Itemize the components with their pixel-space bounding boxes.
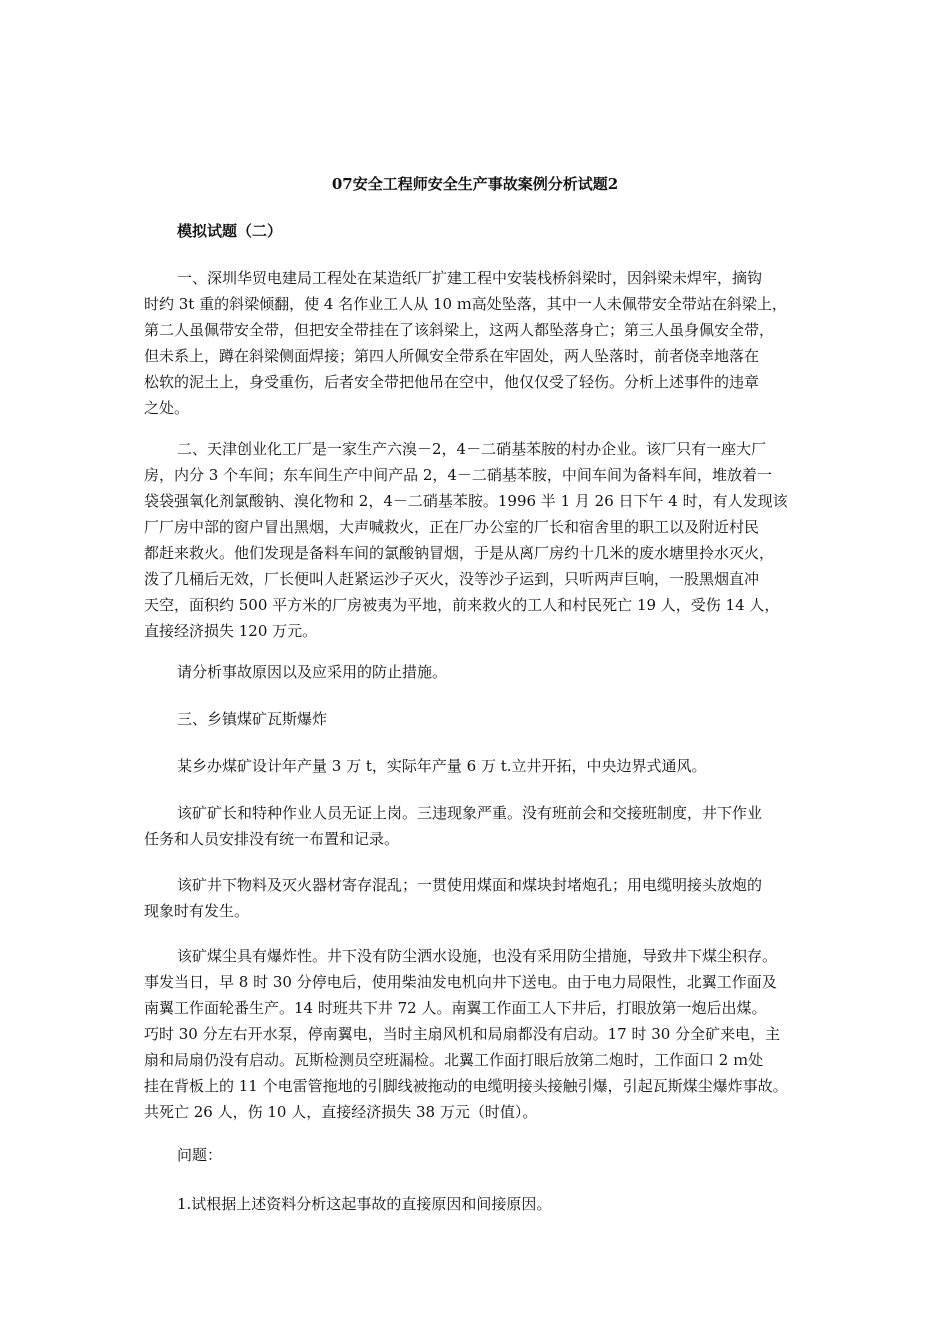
text-line: 都赶来救火。他们发现是备料车间的氯酸钠冒烟，于是从离厂房约十几米的废水塘里拎水灭火， — [144, 544, 775, 562]
case3-paragraph-1 — [144, 753, 824, 779]
text-line: 请分析事故原因以及应采用的防止措施。 — [177, 663, 448, 681]
questions-label — [144, 1142, 824, 1168]
document-subtitle: 模拟试题（二） — [177, 222, 283, 240]
text-line: 之处。 — [144, 399, 190, 417]
text-line: 共死亡 26 人，伤 10 人，直接经济损失 38 万元（时值）。 — [144, 1103, 538, 1121]
case2-paragraph — [144, 436, 824, 644]
text-line: 第二人虽佩带安全带，但把安全带挂在了该斜梁上，这两人都坠落身亡；第三人虽身佩安全带， — [144, 321, 775, 339]
text-line: 某乡办煤矿设计年产量 3 万 t，实际年产量 6 万 t.立井开拓，中央边界式通风。 — [177, 757, 707, 775]
text-line: 1.试根据上述资料分析这起事故的直接原因和间接原因。 — [177, 1195, 552, 1213]
text-line: 该矿井下物料及灭火器材寄存混乱；一贯使用煤面和煤块封堵炮孔；用电缆明接头放炮的 — [177, 876, 763, 894]
case3-heading — [144, 706, 824, 732]
text-line: 三、乡镇煤矿瓦斯爆炸 — [177, 710, 328, 728]
text-line: 松软的泥土上，身受重伤，后者安全带把他吊在空中，他仅仅受了轻伤。分析上述事件的违章 — [144, 373, 760, 391]
text-line: 泼了几桶后无效，厂长便叫人赶紧运沙子灭火，没等沙子运到，只听两声巨响，一股黑烟直冲 — [144, 570, 760, 588]
text-line: 事发当日，早 8 时 30 分停电后，使用柴油发电机向井下送电。由于电力局限性，北翼工作面及 — [144, 973, 777, 991]
text-line: 一、深圳华贸电建局工程处在某造纸厂扩建工程中安装栈桥斜梁时，因斜梁未焊牢，摘钩 — [177, 269, 763, 287]
document-title: 07安全工程师安全生产事故案例分析试题2 — [331, 175, 619, 193]
text-line: 扇和局扇仍没有启动。瓦斯检测员空班漏检。北翼工作面打眼后放第二炮时，工作面口 2 ｍ处 — [144, 1051, 764, 1069]
text-line: 挂在背板上的 11 个电雷管拖地的引脚线被拖动的电缆明接头接触引爆，引起瓦斯煤尘爆炸事故。 — [144, 1077, 788, 1095]
text-line: 直接经济损失 120 万元。 — [144, 622, 318, 640]
case3-paragraph-2 — [144, 800, 824, 852]
case3-paragraph-3 — [144, 872, 824, 924]
text-line: 该矿煤尘具有爆炸性。井下没有防尘洒水设施，也没有采用防尘措施，导致井下煤尘积存。 — [177, 947, 778, 965]
text-line: 天空，面积约 500 平方米的厂房被夷为平地，前来救火的工人和村民死亡 19 人，受伤 14 人， — [144, 596, 780, 614]
case3-paragraph-4 — [144, 943, 824, 1125]
text-line: 任务和人员安排没有统一布置和记录。 — [144, 830, 400, 848]
text-line: 现象时有发生。 — [144, 902, 250, 920]
text-line: 时约 3t 重的斜梁倾翻，使 4 名作业工人从 10 ｍ高处坠落，其中一人未佩带安全带站在斜梁上， — [144, 295, 787, 313]
text-line: 二、天津创业化工厂是一家生产六溴－2，4－二硝基苯胺的村办企业。该厂只有一座大厂 — [177, 440, 767, 458]
case2-question — [144, 659, 824, 685]
text-line: 房，内分 3 个车间；东车间生产中间产品 2，4－二硝基苯胺，中间车间为备料车间，堆放着一 — [144, 466, 772, 484]
text-line: 袋袋强氧化剂氯酸钠、溴化物和 2，4－二硝基苯胺。1996 半 1 月 26 日下午 4 时，有人发现该 — [144, 492, 788, 510]
text-line: 巧时 30 分左右开水泵，停南翼电，当时主扇风机和局扇都没有启动。17 时 30 分全矿来电，主 — [144, 1025, 781, 1043]
text-line: 厂厂房中部的窗户冒出黑烟，大声喊救火，正在厂办公室的厂长和宿舍里的职工以及附近村民 — [144, 518, 760, 536]
text-line: 但未系上，蹲在斜梁侧面焊接；第四人所佩安全带系在牢固处，两人坠落时，前者侥幸地落在 — [144, 347, 760, 365]
text-line: 问题： — [177, 1146, 223, 1164]
case1-paragraph — [144, 265, 824, 421]
text-line: 南翼工作面轮番生产。14 时班共下井 72 人。南翼工作面工人下井后，打眼放第一炮后出煤。 — [144, 999, 767, 1017]
question-1 — [144, 1191, 824, 1217]
text-line: 该矿矿长和特种作业人员无证上岗。三违现象严重。没有班前会和交接班制度，井下作业 — [177, 804, 763, 822]
